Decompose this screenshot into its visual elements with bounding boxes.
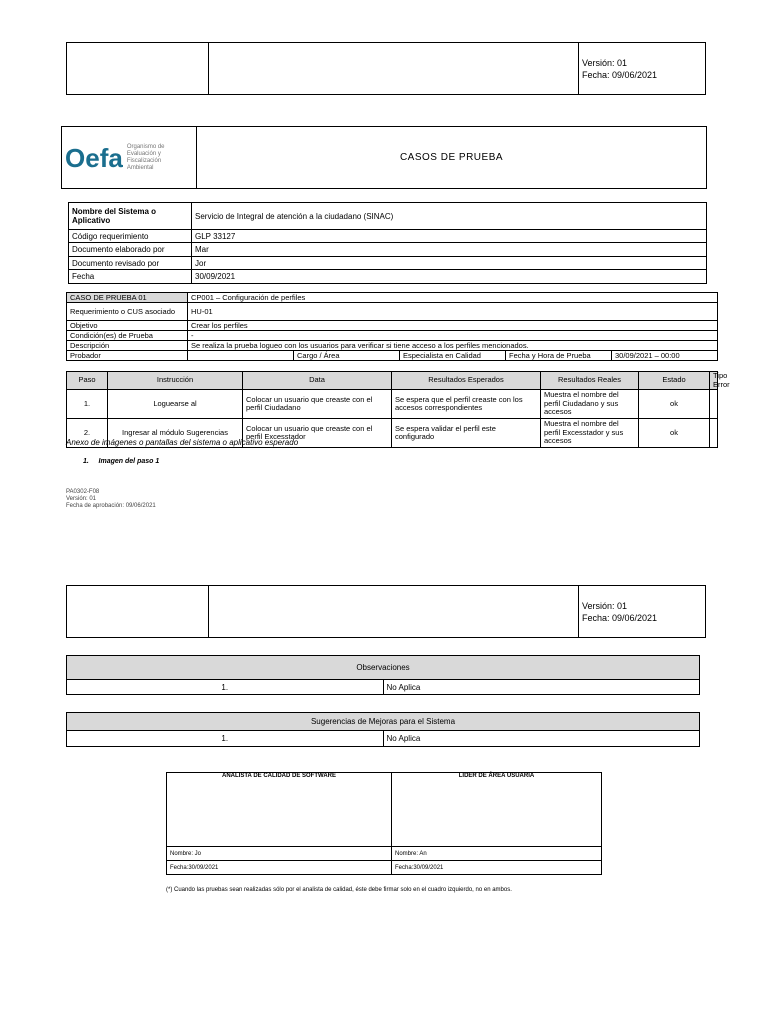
info-value: Jor xyxy=(192,257,707,270)
cond-value: - xyxy=(188,331,718,341)
logo-letters-efa: efa xyxy=(85,142,123,173)
case-label: CASO DE PRUEBA 01 xyxy=(67,293,188,303)
cond-label: Condición(es) de Prueba xyxy=(67,331,188,341)
header-table-1 xyxy=(66,42,706,95)
header-version-cell xyxy=(579,586,706,638)
header-version: Versión: 01 xyxy=(582,57,628,68)
sugerencias-table xyxy=(66,712,700,747)
fecha-label: Fecha y Hora de Prueba xyxy=(506,351,612,361)
signature-left-name: Nombre: Jo xyxy=(167,847,392,861)
sugerencias-text: No Aplica xyxy=(383,731,700,747)
fecha-value: 30/09/2021 – 00:00 xyxy=(612,351,718,361)
info-table xyxy=(68,202,707,284)
case-value: CP001 – Configuración de perfiles xyxy=(188,293,718,303)
annex-item: 1. Imagen del paso 1 xyxy=(83,458,160,465)
header-version: Versión: 01 xyxy=(582,600,628,611)
footer-info xyxy=(66,489,156,510)
info-label: Documento revisado por xyxy=(69,257,192,270)
annex-heading: Anexo de imágenes o pantallas del sistema o aplicativo esperado xyxy=(66,438,299,447)
cargo-label: Cargo / Área xyxy=(294,351,400,361)
col-header: Tipo Error xyxy=(710,372,718,390)
step-expected: Se espera validar el perfil este configurado xyxy=(392,419,541,448)
step-data: Colocar un usuario que creaste con el perfil Ciudadano xyxy=(243,390,392,419)
logo-letter-o: O xyxy=(65,142,86,173)
info-value: Mar xyxy=(192,243,707,257)
step-error xyxy=(710,419,718,448)
info-label: Documento elaborado por xyxy=(69,243,192,257)
title-table xyxy=(61,126,707,189)
footer-approval-date: Fecha de aprobación: 09/06/2021 xyxy=(66,503,156,509)
table-row xyxy=(67,390,718,419)
col-header: Paso xyxy=(67,372,108,390)
col-header: Instrucción xyxy=(108,372,243,390)
header-table-2 xyxy=(66,585,706,638)
signature-right-title: LIDER DE ÁREA USUARIA xyxy=(392,773,602,847)
info-value: 30/09/2021 xyxy=(192,270,707,284)
req-value: HU-01 xyxy=(188,303,718,321)
signatures-table xyxy=(166,772,602,875)
header-version-cell xyxy=(579,43,706,95)
oefa-logo xyxy=(65,144,193,172)
req-label: Requerimiento o CUS asociado xyxy=(67,303,188,321)
step-num: 2. xyxy=(67,419,108,448)
signature-note: (*) Cuando las pruebas sean realizadas sólo por el analista de calidad, éste debe firmar solo en el cuadro izquierdo, no en ambos. xyxy=(166,887,512,893)
desc-label: Descripción xyxy=(67,341,188,351)
col-header: Resultados Reales xyxy=(541,372,639,390)
sugerencias-num: 1. xyxy=(67,731,384,747)
steps-table xyxy=(66,371,730,448)
step-error xyxy=(710,390,718,419)
footer-code: PA0302-F08 xyxy=(66,489,100,495)
signature-left-title: ANALISTA DE CALIDAD DE SOFTWARE xyxy=(167,773,392,847)
logo-cell xyxy=(62,127,197,189)
header-cell-empty xyxy=(67,586,209,638)
info-value: GLP 33127 xyxy=(192,230,707,243)
case-table xyxy=(66,292,718,361)
signature-right-name: Nombre: An xyxy=(392,847,602,861)
col-header: Data xyxy=(243,372,392,390)
observaciones-table xyxy=(66,655,700,695)
observaciones-text: No Aplica xyxy=(383,680,700,695)
step-num: 1. xyxy=(67,390,108,419)
step-instr: Loguearse al xyxy=(108,390,243,419)
signature-left-date: Fecha:30/09/2021 xyxy=(167,861,392,875)
desc-value: Se realiza la prueba logueo con los usuarios para verificar si tiene acceso a los perfiles mencionados. xyxy=(188,341,718,351)
observaciones-title: Observaciones xyxy=(67,656,700,680)
sugerencias-title: Sugerencias de Mejoras para el Sistema xyxy=(67,713,700,731)
cargo-value: Especialista en Calidad xyxy=(400,351,506,361)
page-title: CASOS DE PRUEBA xyxy=(197,127,707,189)
prob-value xyxy=(188,351,294,361)
step-instr: Ingresar al módulo Sugerencias xyxy=(108,419,243,448)
header-cell-middle xyxy=(209,586,579,638)
step-status: ok xyxy=(639,419,710,448)
obj-value: Crear los perfiles xyxy=(188,321,718,331)
header-date: Fecha: 09/06/2021 xyxy=(582,69,658,80)
step-expected: Se espera que el perfil creaste con los accesos correspondientes xyxy=(392,390,541,419)
prob-label: Probador xyxy=(67,351,188,361)
step-actual: Muestra el nombre del perfil Ciudadano y sus accesos xyxy=(541,390,639,419)
step-data: Colocar un usuario que creaste con el perfil Excesstador xyxy=(243,419,392,448)
info-label: Fecha xyxy=(69,270,192,284)
step-actual: Muestra el nombre del perfil Excesstador y sus accesos xyxy=(541,419,639,448)
header-cell-middle xyxy=(209,43,579,95)
logo-subtitle: Organismo de Evaluación y Fiscalización Ambiental xyxy=(126,143,165,171)
header-date: Fecha: 09/06/2021 xyxy=(582,612,658,623)
header-cell-empty xyxy=(67,43,209,95)
info-value: Servicio de Integral de atención a la ciudadano (SINAC) xyxy=(192,203,707,230)
info-label: Código requerimiento xyxy=(69,230,192,243)
obj-label: Objetivo xyxy=(67,321,188,331)
info-label: Nombre del Sistema o Aplicativo xyxy=(69,203,192,230)
step-status: ok xyxy=(639,390,710,419)
signature-right-date: Fecha:30/09/2021 xyxy=(392,861,602,875)
col-header: Estado xyxy=(639,372,710,390)
footer-version: Versión: 01 xyxy=(66,496,97,502)
col-header: Resultados Esperados xyxy=(392,372,541,390)
observaciones-num: 1. xyxy=(67,680,384,695)
